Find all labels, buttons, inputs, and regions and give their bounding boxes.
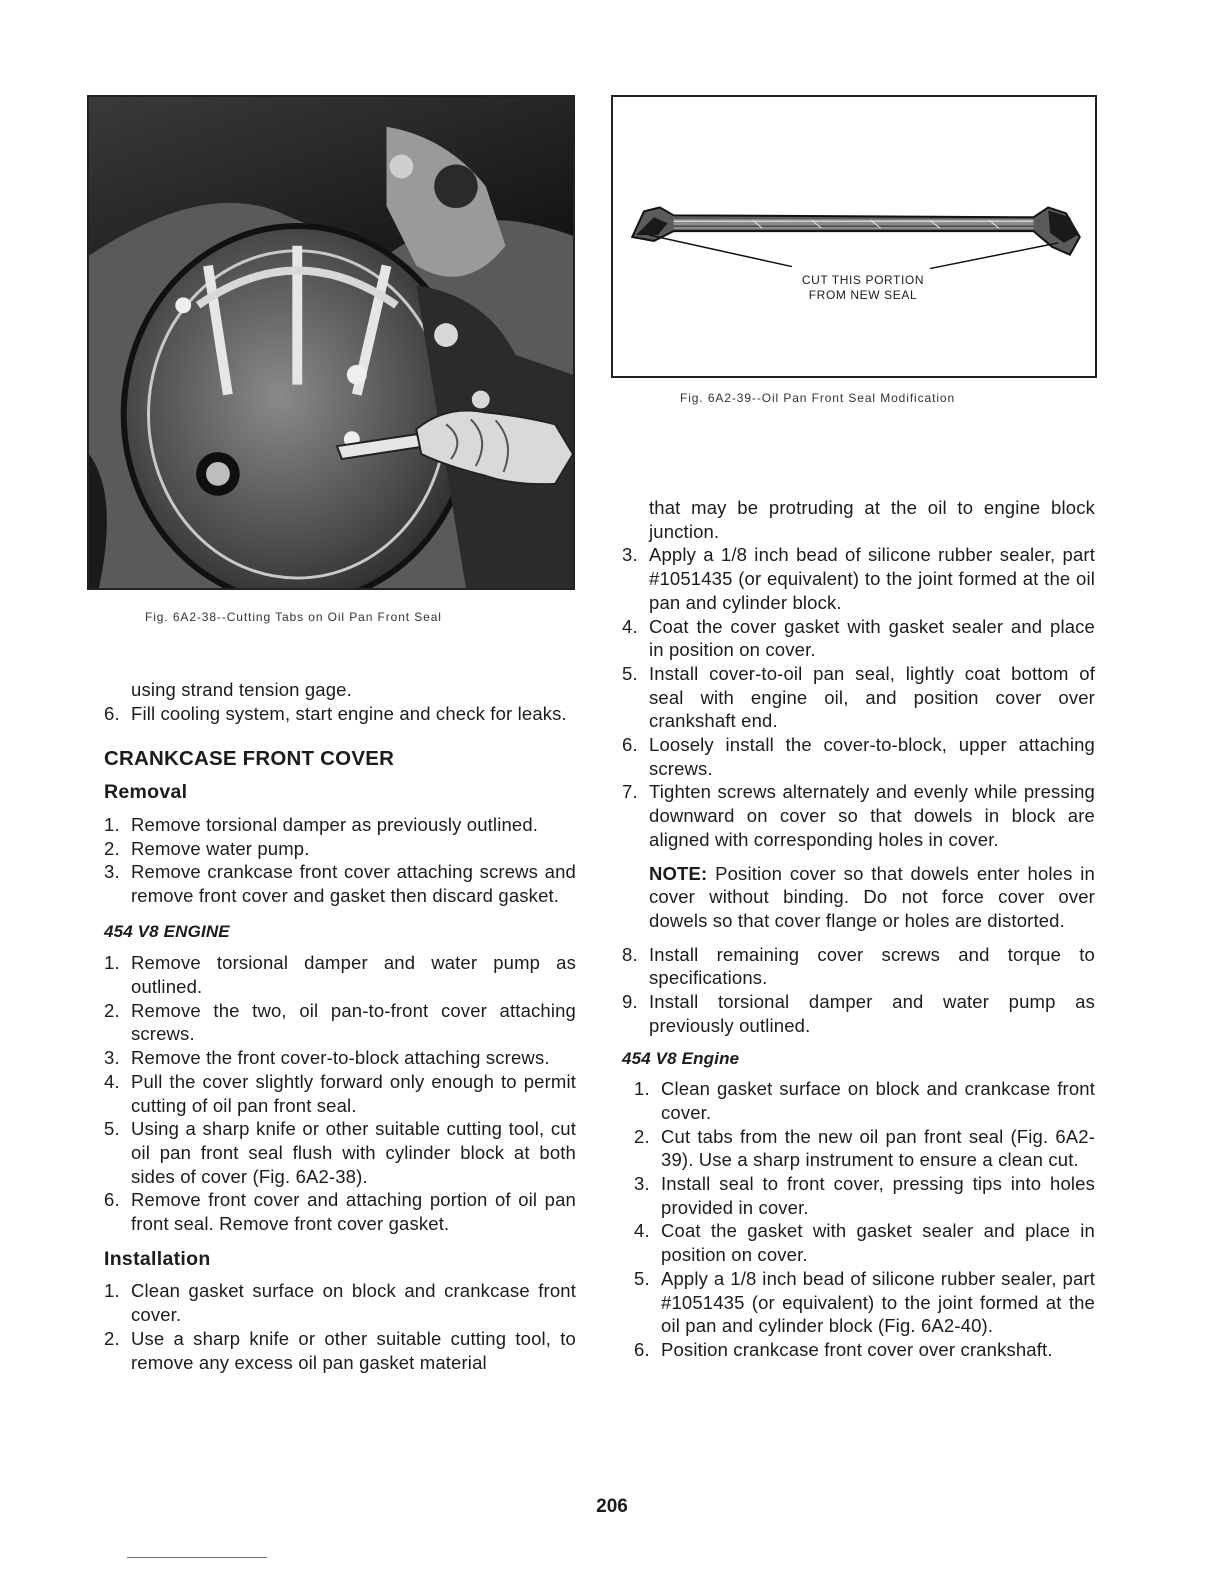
- removal-list: [104, 813, 576, 908]
- list-item: [104, 1117, 576, 1188]
- list-item-number: 3.: [622, 544, 638, 566]
- list-item-text: Coat the cover gasket with gasket sealer and place in position on cover.: [649, 615, 1095, 661]
- list-item-number: 3.: [104, 861, 120, 883]
- list-item-number: 5.: [104, 1118, 120, 1140]
- engine-photo-illustration: [89, 97, 573, 588]
- figure-39-caption: Fig. 6A2-39--Oil Pan Front Seal Modification: [680, 391, 956, 405]
- engine-photo: [87, 95, 575, 590]
- list-item: [622, 733, 1095, 780]
- post-note-list: [622, 943, 1095, 1038]
- figure-38-caption: Fig. 6A2-38--Cutting Tabs on Oil Pan Front Seal: [145, 610, 442, 624]
- list-item: [622, 615, 1095, 662]
- list-item-text: Pull the cover slightly forward only enough to permit cutting of oil pan front seal.: [131, 1070, 576, 1116]
- list-item: [634, 1125, 1095, 1172]
- list-item-text: Remove torsional damper as previously outlined.: [131, 813, 539, 835]
- right-continuation: that may be protruding at the oil to engine block junction.: [649, 497, 1095, 542]
- list-item-text: Remove the front cover-to-block attaching screws.: [131, 1047, 550, 1069]
- list-item-number: 7.: [622, 781, 638, 803]
- list-item-number: 2.: [634, 1125, 650, 1147]
- list-item: [634, 1172, 1095, 1219]
- list-item-number: 3.: [634, 1172, 650, 1194]
- right-column: [622, 496, 1095, 1362]
- list-item-number: 9.: [622, 991, 638, 1013]
- list-item: [622, 943, 1095, 990]
- list-item-text: Remove front cover and attaching portion of oil pan front seal. Remove front cover gasket.: [131, 1189, 576, 1235]
- v8-engine-removal-heading: 454 V8 ENGINE: [104, 921, 230, 941]
- list-item: [104, 951, 576, 998]
- list-item-number: 6.: [622, 734, 638, 756]
- list-item-number: 6.: [104, 702, 120, 724]
- intro-list: [104, 702, 576, 726]
- list-item-text: Using a sharp knife or other suitable cutting tool, cut oil pan front seal flush with cylinder block at both sides of cover (Fig. 6A2-38).: [131, 1118, 576, 1187]
- list-item: [634, 1077, 1095, 1124]
- list-item: [634, 1338, 1095, 1362]
- installation-heading: Installation: [104, 1247, 211, 1270]
- list-item: [622, 780, 1095, 851]
- list-item-number: 6.: [104, 1189, 120, 1211]
- intro-continuation: using strand tension gage.: [131, 679, 352, 700]
- list-item-number: 1.: [104, 1280, 120, 1302]
- section-title: CRANKCASE FRONT COVER: [104, 747, 395, 771]
- list-item-text: Clean gasket surface on block and crankcase front cover.: [661, 1078, 1095, 1123]
- list-item-text: Coat the gasket with gasket sealer and place in position on cover.: [661, 1220, 1095, 1266]
- list-item-text: Apply a 1/8 inch bead of silicone rubber sealer, part #1051435 (or equivalent) to the joint formed at the oil pan and cylinder block.: [649, 544, 1095, 613]
- list-item-number: 2.: [104, 837, 120, 859]
- list-item-text: Position crankcase front cover over crankshaft.: [661, 1338, 1053, 1360]
- list-item: [104, 837, 576, 861]
- list-item: [634, 1219, 1095, 1266]
- list-item: [104, 1188, 576, 1235]
- list-item-number: 2.: [104, 1327, 120, 1349]
- installation-steps-list: [622, 543, 1095, 851]
- list-item: [104, 999, 576, 1046]
- installation-list: [104, 1279, 576, 1374]
- list-item-text: Remove the two, oil pan-to-front cover attaching screws.: [131, 999, 576, 1045]
- list-item-text: Clean gasket surface on block and crankcase front cover.: [131, 1280, 576, 1326]
- seal-illustration: [613, 97, 1095, 376]
- removal-heading: Removal: [104, 781, 188, 804]
- list-item-text: Use a sharp knife or other suitable cutting tool, to remove any excess oil pan gasket material: [131, 1327, 576, 1373]
- list-item-number: 4.: [634, 1220, 650, 1242]
- seal-label-line2: FROM NEW SEAL: [808, 288, 918, 302]
- page-number: 206: [596, 1496, 628, 1517]
- list-item-text: Loosely install the cover-to-block, upper attaching screws.: [649, 734, 1095, 779]
- list-item-text: Install cover-to-oil pan seal, lightly coat bottom of seal with engine oil, and position cover over crankshaft end.: [649, 662, 1095, 732]
- left-column: [104, 678, 576, 1374]
- list-item-number: 4.: [104, 1070, 120, 1092]
- seal-diagram: [611, 95, 1097, 378]
- list-item-text: Remove torsional damper and water pump as outlined.: [131, 952, 576, 998]
- list-item-number: 1.: [104, 813, 120, 835]
- list-item: [104, 1327, 576, 1374]
- list-item: [104, 1070, 576, 1117]
- note-text: Position cover so that dowels enter holes in cover without binding. Do not force cover over dowels so that cover flange or holes are distorted.: [649, 862, 1095, 931]
- list-item-text: Install seal to front cover, pressing tips into holes provided in cover.: [661, 1172, 1095, 1218]
- list-item: [104, 702, 576, 726]
- list-item: [634, 1267, 1095, 1338]
- list-item-text: Apply a 1/8 inch bead of silicone rubber sealer, part #1051435 (or equivalent) to the joint formed at the oil pan and cylinder block (Fig. 6A2-40).: [661, 1267, 1095, 1337]
- list-item-text: Tighten screws alternately and evenly while pressing downward on cover so that dowels in block are aligned with corresponding holes in cover.: [649, 781, 1095, 850]
- list-item-number: 3.: [104, 1047, 120, 1069]
- note-label: NOTE:: [649, 862, 708, 884]
- list-item-number: 1.: [104, 952, 120, 974]
- list-item-text: Remove crankcase front cover attaching screws and remove front cover and gasket then discard gasket.: [131, 861, 576, 906]
- list-item-text: Fill cooling system, start engine and check for leaks.: [131, 702, 567, 724]
- list-item-text: Install remaining cover screws and torque to specifications.: [649, 943, 1095, 989]
- list-item-number: 1.: [634, 1078, 650, 1100]
- list-item-number: 8.: [622, 943, 638, 965]
- seal-label-line1: CUT THIS PORTION: [801, 273, 925, 287]
- list-item: [104, 860, 576, 907]
- note-paragraph: [622, 862, 1095, 933]
- list-item-number: 4.: [622, 615, 638, 637]
- list-item-number: 2.: [104, 999, 120, 1021]
- list-item-text: Cut tabs from the new oil pan front seal (Fig. 6A2-39). Use a sharp instrument to ensure a clean cut.: [661, 1125, 1095, 1171]
- list-item-number: 6.: [634, 1338, 650, 1360]
- list-item: [104, 813, 576, 837]
- list-item-number: 5.: [622, 662, 638, 684]
- list-item-text: Remove water pump.: [131, 837, 310, 859]
- seal-label: [763, 273, 963, 303]
- v8-install-list: [622, 1077, 1095, 1361]
- list-item-text: Install torsional damper and water pump as previously outlined.: [649, 991, 1095, 1036]
- v8-removal-list: [104, 951, 576, 1235]
- list-item: [104, 1046, 576, 1070]
- list-item: [622, 990, 1095, 1037]
- v8-engine-install-heading: 454 V8 Engine: [622, 1049, 740, 1069]
- footer-rule: [127, 1557, 267, 1558]
- list-item: [622, 662, 1095, 733]
- list-item: [104, 1279, 576, 1326]
- list-item: [622, 543, 1095, 614]
- list-item-number: 5.: [634, 1267, 650, 1289]
